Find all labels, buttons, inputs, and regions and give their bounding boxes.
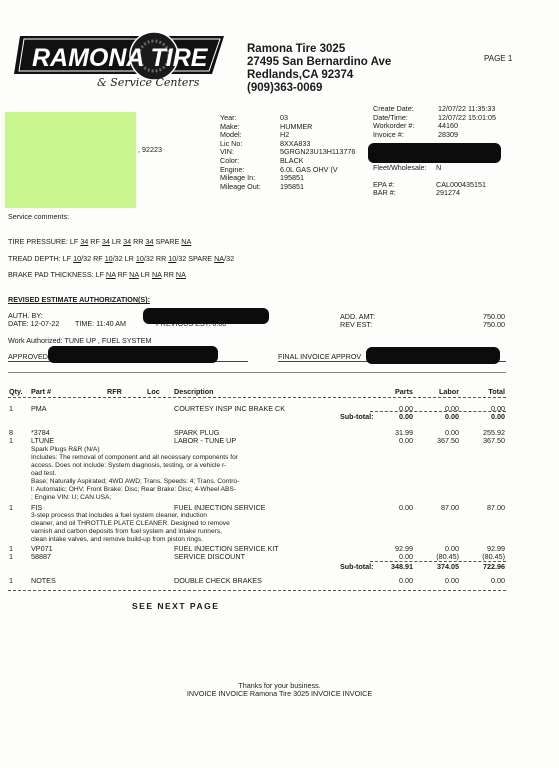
shop-city: Redlands,CA 92374: [247, 69, 354, 81]
row-part: VP071: [31, 544, 53, 553]
subtotal-label: Sub-total:: [340, 562, 374, 571]
date-label: Create Date:: [373, 104, 414, 113]
final-invoice-label: FINAL INVOICE APPROV: [278, 352, 362, 361]
note-line: access. Does not include: System diagnosis, testing, or a vehicle r-: [31, 462, 227, 469]
row-desc: COURTESY INSP INC BRAKE CK: [174, 404, 286, 413]
vehicle-value: 195851: [280, 173, 304, 183]
vehicle-value: BLACK: [280, 155, 304, 165]
vehicle-label: Color:: [220, 155, 240, 165]
logo-text: RAMONA TIRE: [32, 44, 208, 72]
vehicle-label: Mileage In:: [220, 173, 256, 183]
date-label: Workorder #:: [373, 121, 415, 131]
row-parts: 92.99: [395, 544, 413, 553]
note-line: Spark Plugs R&R (N/A): [31, 446, 100, 453]
row-total: 87.00: [487, 503, 505, 512]
row-labor: (80.45): [436, 552, 459, 561]
row-labor: 87.00: [441, 503, 459, 512]
add-amt-label: ADD. AMT:: [340, 312, 376, 321]
col-qty: Qty.: [9, 387, 23, 396]
subtotal-rule: [370, 411, 506, 412]
work-authorized: Work Authorized: TUNE UP , FUEL SYSTEM: [8, 336, 152, 345]
tire-pressure-line: TIRE PRESSURE: LF 34 RF 34 LR 34 RR 34 SPARE NA: [8, 237, 192, 246]
row-parts: 0.00: [399, 436, 413, 445]
shop-phone: (909)363-0069: [247, 82, 323, 94]
date-labels: [373, 105, 414, 139]
row-desc: LABOR - TUNE UP: [174, 436, 237, 445]
col-part: Part #: [31, 387, 51, 396]
bar-label: BAR #:: [373, 188, 396, 197]
add-amt: 750.00: [483, 312, 505, 321]
note-line: oad test.: [31, 470, 57, 477]
col-rfr: RFR: [107, 387, 122, 396]
col-labor: Labor: [439, 387, 459, 396]
fis-notes: [31, 512, 230, 544]
row-total: 255.92: [483, 428, 505, 437]
section-divider: [8, 372, 506, 373]
vehicle-value: 6.0L GAS OHV (V: [280, 164, 338, 174]
row-parts: 31.99: [395, 428, 413, 437]
subtotal-labor: 374.05: [437, 562, 459, 571]
row-desc: DOUBLE CHECK BRAKES: [174, 576, 262, 585]
customer-zip: , 92223: [138, 145, 162, 154]
invoice-footer: INVOICE INVOICE Ramona Tire 3025 INVOICE INVOICE: [186, 689, 373, 698]
rev-est-label: REV EST:: [340, 320, 372, 329]
row-qty: 8: [9, 428, 13, 437]
subtotal-total: 722.96: [483, 562, 505, 571]
row-parts: 0.00: [399, 404, 413, 413]
vehicle-value: H2: [280, 130, 290, 140]
subtotal-total: 0.00: [491, 412, 505, 421]
page-number: PAGE 1: [484, 54, 513, 63]
row-labor: 367.50: [437, 436, 459, 445]
epa-value: CAL000435151: [436, 180, 486, 189]
bar-value: 291274: [436, 188, 460, 197]
vehicle-values: [280, 114, 355, 191]
row-part: FIS: [31, 503, 43, 512]
redaction-auth: [143, 308, 269, 324]
note-line: cleaner, and oil THROTTLE PLATE CLEANER. Designed to remove: [31, 520, 230, 527]
ramona-tire-logo: [12, 28, 232, 88]
sticky-note: [5, 112, 136, 208]
col-parts: Parts: [395, 387, 413, 396]
vehicle-labels: [220, 114, 261, 191]
tread-depth-line: TREAD DEPTH: LF 10/32 RF 10/32 LR 10/32 RR 10/32 SPARE NA/32: [8, 254, 235, 263]
vehicle-label: Year:: [220, 113, 237, 122]
note-line: ; Engine VIN: U; CAN USA;: [31, 494, 112, 501]
note-line: clean intake valves, and remove build-up from piston rings.: [31, 536, 203, 543]
fleet-label: Fleet/Wholesale:: [373, 163, 427, 172]
date-value: 44160: [438, 121, 458, 131]
subtotal-label: Sub-total:: [340, 412, 374, 421]
row-qty: 1: [9, 576, 13, 585]
row-total: 367.50: [483, 436, 505, 445]
note-line: varnish and carbon deposits from fuel system and intake runners,: [31, 528, 222, 535]
row-desc: FUEL INJECTION SERVICE: [174, 503, 266, 512]
epa-label: EPA #:: [373, 180, 395, 189]
row-qty: 1: [9, 436, 13, 445]
logo-subtext: & Service Centers: [97, 76, 200, 88]
rev-est: 750.00: [483, 320, 505, 329]
row-parts: 0.00: [399, 576, 413, 585]
row-part: NOTES: [31, 576, 56, 585]
row-part: PMA: [31, 404, 47, 413]
date-value: 12/07/22 15:01:05: [438, 112, 496, 122]
subtotal-labor: 0.00: [445, 412, 459, 421]
vehicle-value: 195851: [280, 181, 304, 191]
vehicle-value: 03: [280, 113, 288, 122]
table-bottom-rule: [8, 590, 506, 591]
row-total: (80.45): [482, 552, 505, 561]
subtotal-parts: 348.91: [391, 562, 413, 571]
vehicle-label: Engine:: [220, 164, 245, 174]
vehicle-value: HUMMER: [280, 121, 313, 131]
date-values: [438, 105, 496, 139]
subtotal-parts: 0.00: [399, 412, 413, 421]
row-desc: FUEL INJECTION SERVICE KIT: [174, 544, 279, 553]
auth-date: DATE: 12-07-22: [8, 319, 60, 328]
thanks-text: Thanks for your business.: [238, 681, 321, 690]
row-qty: 1: [9, 503, 13, 512]
redaction-final: [366, 347, 500, 364]
row-labor: 0.00: [445, 404, 459, 413]
row-desc: SPARK PLUG: [174, 428, 220, 437]
row-qty: 1: [9, 544, 13, 553]
row-desc: SERVICE DISCOUNT: [174, 552, 245, 561]
row-labor: 0.00: [445, 576, 459, 585]
col-loc: Loc: [147, 387, 160, 396]
auth-heading: REVISED ESTIMATE AUTHORIZATION(S):: [8, 295, 151, 304]
row-total: 0.00: [491, 576, 505, 585]
see-next-page: SEE NEXT PAGE: [132, 601, 220, 611]
approved-label: APPROVED: [8, 352, 48, 361]
row-qty: 1: [9, 404, 13, 413]
brake-pad-line: BRAKE PAD THICKNESS: LF NA RF NA LR NA RR NA: [8, 270, 186, 279]
auth-time: TIME: 11:40 AM: [75, 319, 126, 328]
note-line: Base; Naturally Aspirated; 4WD AWD; Trans. Speeds: 4; Trans. Contro-: [31, 478, 240, 485]
auth-by: AUTH. BY:: [8, 311, 43, 320]
vehicle-value: 8XXA833: [280, 138, 311, 148]
vehicle-label: Make:: [220, 121, 240, 131]
row-parts: 0.00: [399, 552, 413, 561]
vehicle-label: Model:: [220, 130, 242, 140]
ltune-notes: [31, 446, 239, 502]
note-line: 3-step process that includes a fuel system cleaner, induction: [31, 512, 207, 519]
vehicle-label: Lic No:: [220, 138, 243, 148]
col-description: Description: [174, 387, 214, 396]
fleet-value: N: [436, 163, 442, 172]
date-label: Date/Time:: [373, 112, 408, 122]
date-value: 28309: [438, 129, 458, 139]
date-label: Invoice #:: [373, 129, 404, 139]
col-total: Total: [488, 387, 505, 396]
row-part: 58887: [31, 552, 51, 561]
date-value: 12/07/22 11:35:33: [438, 104, 496, 113]
vehicle-label: Mileage Out:: [220, 181, 261, 191]
row-qty: 1: [9, 552, 13, 561]
row-labor: 0.00: [445, 428, 459, 437]
row-part: LTUNE: [31, 436, 55, 445]
note-line: Includes: The removal of component and all necessary components for: [31, 454, 238, 461]
service-comments-label: Service comments:: [8, 212, 70, 221]
vehicle-value: 5GRGN23U13H113776: [280, 147, 356, 157]
row-labor: 0.00: [445, 544, 459, 553]
row-total: 0.00: [491, 404, 505, 413]
note-line: l: Automatic; OHV; Front Brake: Disc; Rear Brake: Disc; 4-Wheel ABS-: [31, 486, 236, 493]
row-part: *3784: [31, 428, 50, 437]
shop-name: Ramona Tire 3025: [247, 43, 346, 55]
row-parts: 0.00: [399, 503, 413, 512]
row-total: 92.99: [487, 544, 505, 553]
shop-address: 27495 San Bernardino Ave: [247, 56, 392, 68]
header-underline: [8, 397, 506, 398]
redaction-approved: [48, 346, 218, 363]
redaction-phone: [368, 143, 501, 163]
vehicle-label: VIN:: [220, 147, 234, 157]
